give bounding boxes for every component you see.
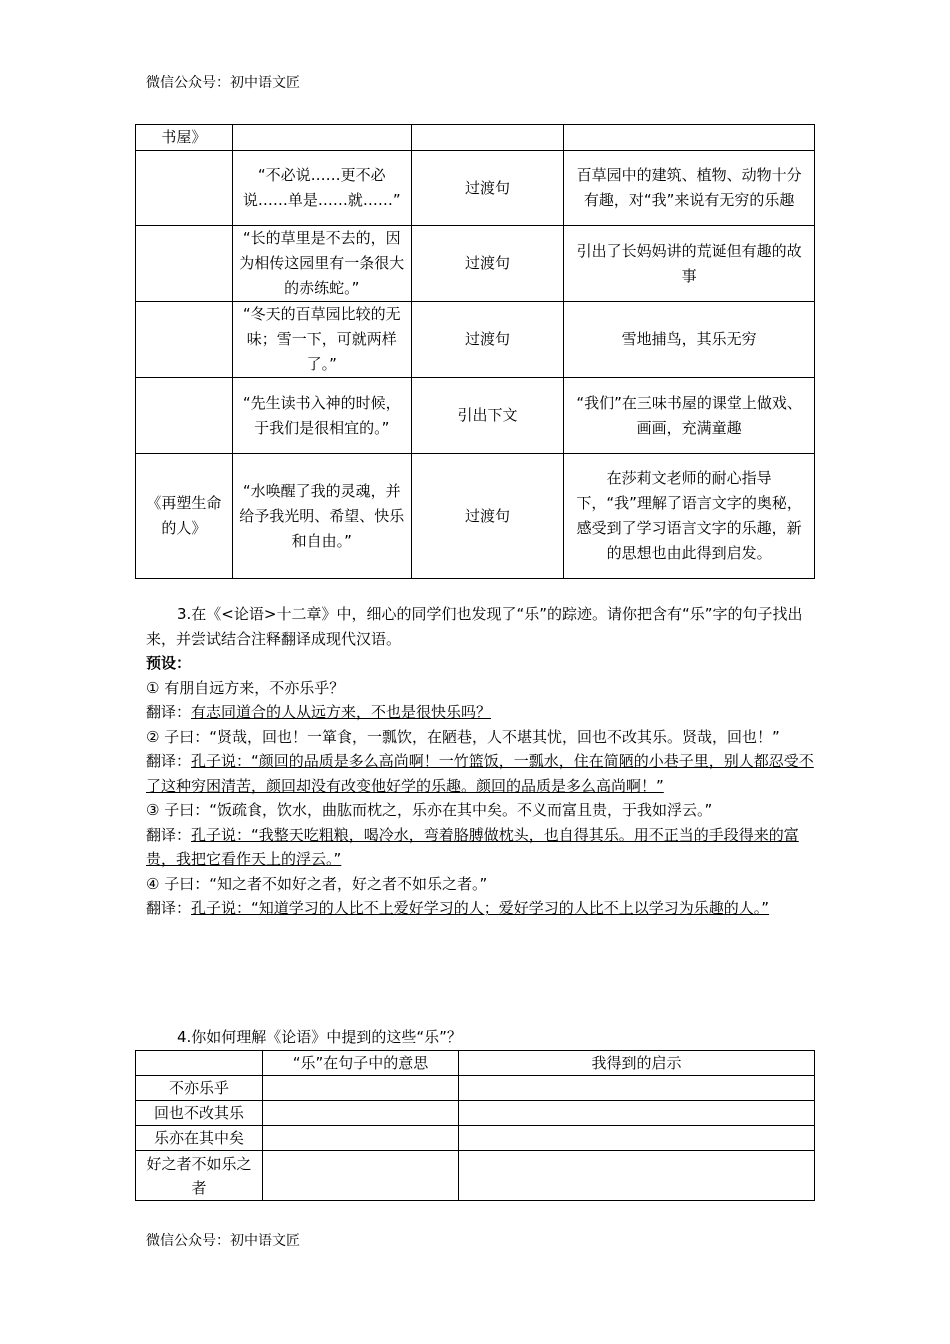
- function-cell: 过渡句: [411, 302, 564, 378]
- table-row: [136, 1126, 815, 1151]
- question-4-prompt: 4.你如何理解《论语》中提到的这些“乐”？: [177, 1028, 462, 1046]
- effect-cell: 雪地捕鸟，其乐无穷: [564, 302, 815, 378]
- table-row: [136, 302, 815, 378]
- question-3-section: [146, 602, 821, 921]
- example-sentence-1: ① 有朋自远方来，不亦乐乎？: [146, 678, 345, 697]
- function-cell: [411, 125, 564, 151]
- text-title-cell: [136, 302, 233, 378]
- function-cell: 过渡句: [411, 151, 564, 226]
- insight-answer-cell[interactable]: [459, 1101, 815, 1126]
- question-3-prompt: 3.在《<论语>十二章》中，细心的同学们也发现了“乐”的踪迹。请你把含有“乐”字的句子找出来，并尝试结合注释翻译成现代汉语。: [146, 605, 803, 648]
- sentence-cell: “不必说……更不必说……单是……就……”: [232, 151, 411, 226]
- meaning-answer-cell[interactable]: [263, 1151, 459, 1201]
- sentence-cell: “冬天的百草园比较的无味；雪一下，可就两样了。”: [232, 302, 411, 378]
- text-title-cell: [136, 151, 233, 226]
- translation-label: 翻译：: [146, 752, 192, 770]
- text-title-cell: [136, 226, 233, 302]
- table-row: [136, 151, 815, 226]
- page-header: 微信公众号：初中语文匠: [146, 75, 300, 91]
- translation-text: 孔子说：“我整天吃粗粮，喝冷水，弯着胳膊做枕头，也自得其乐。用不正当的手段得来的富贵，我把它看作天上的浮云。”: [146, 825, 799, 868]
- effect-cell: 引出了长妈妈讲的荒诞但有趣的故事: [564, 226, 815, 302]
- sentence-cell: “水唤醒了我的灵魂，并给予我光明、希望、快乐和自由。”: [232, 454, 411, 579]
- transition-sentence-table: [135, 124, 815, 579]
- column-header: “乐”在句子中的意思: [263, 1051, 459, 1076]
- effect-cell: [564, 125, 815, 151]
- function-cell: 引出下文: [411, 378, 564, 454]
- effect-cell: 百草园中的建筑、植物、动物十分有趣，对“我”来说有无穷的乐趣: [564, 151, 815, 226]
- example-sentence-4: ④ 子曰：“知之者不如好之者，好之者不如乐之者。”: [146, 874, 488, 893]
- phrase-cell: 回也不改其乐: [136, 1101, 263, 1126]
- table-row: [136, 226, 815, 302]
- column-header: 我得到的启示: [459, 1051, 815, 1076]
- meaning-answer-cell[interactable]: [263, 1126, 459, 1151]
- translation-label: 翻译：: [146, 899, 192, 917]
- page-footer: 微信公众号：初中语文匠: [146, 1233, 300, 1249]
- phrase-cell: 乐亦在其中矣: [136, 1126, 263, 1151]
- translation-label: 翻译：: [146, 703, 192, 721]
- translation-label: 翻译：: [146, 825, 192, 844]
- table-header-row: [136, 1051, 815, 1076]
- phrase-cell: 不亦乐乎: [136, 1076, 263, 1101]
- translation-text: 孔子说：“知道学习的人比不上爱好学习的人；爱好学习的人比不上以学习为乐趣的人。”: [191, 899, 770, 917]
- le-meaning-table: [135, 1050, 815, 1201]
- translation-4: [146, 896, 821, 921]
- effect-cell: “我们”在三味书屋的课堂上做戏、画画，充满童趣: [564, 378, 815, 454]
- table-row: [136, 1101, 815, 1126]
- sentence-cell: “先生读书入神的时候，于我们是很相宜的。”: [232, 378, 411, 454]
- insight-answer-cell[interactable]: [459, 1076, 815, 1101]
- example-sentence-3: ③ 子曰：“饭疏食，饮水，曲肱而枕之，乐亦在其中矣。不义而富且贵，于我如浮云。”: [146, 801, 713, 819]
- function-cell: 过渡句: [411, 454, 564, 579]
- table-row: [136, 1076, 815, 1101]
- sentence-cell: “长的草里是不去的，因为相传这园里有一条很大的赤练蛇。”: [232, 226, 411, 302]
- table-row: [136, 378, 815, 454]
- translation-2: [146, 749, 821, 798]
- insight-answer-cell[interactable]: [459, 1151, 815, 1201]
- sentence-cell: [232, 125, 411, 151]
- table-row: [136, 125, 815, 151]
- preset-label: 预设：: [146, 654, 192, 672]
- translation-text: 有志同道合的人从远方来，不也是很快乐吗？: [191, 703, 492, 721]
- meaning-answer-cell[interactable]: [263, 1076, 459, 1101]
- text-title-cell: 《再塑生命的人》: [136, 454, 233, 579]
- function-cell: 过渡句: [411, 226, 564, 302]
- translation-text: 孔子说：“颜回的品质是多么高尚啊！一竹篮饭，一瓢水，住在简陋的小巷子里，别人都忍受不了这种穷困清苦，颜回却没有改变他好学的乐趣。颜回的品质是多么高尚啊！”: [146, 752, 814, 795]
- text-title-cell: [136, 378, 233, 454]
- column-header: [136, 1051, 263, 1076]
- translation-1: [146, 700, 821, 725]
- phrase-cell: 好之者不如乐之者: [136, 1151, 263, 1201]
- translation-3: [146, 823, 821, 872]
- effect-cell: 在莎莉文老师的耐心指导下，“我”理解了语言文字的奥秘，感受到了学习语言文字的乐趣，新的思想也由此得到启发。: [564, 454, 815, 579]
- meaning-answer-cell[interactable]: [263, 1101, 459, 1126]
- example-sentence-2: ② 子曰：“贤哉，回也！一箪食，一瓢饮，在陋巷，人不堪其忧，回也不改其乐。贤哉，回也！”: [146, 727, 780, 746]
- insight-answer-cell[interactable]: [459, 1126, 815, 1151]
- table-row: [136, 1151, 815, 1201]
- table-row: [136, 454, 815, 579]
- text-title-cell: 书屋》: [136, 125, 233, 151]
